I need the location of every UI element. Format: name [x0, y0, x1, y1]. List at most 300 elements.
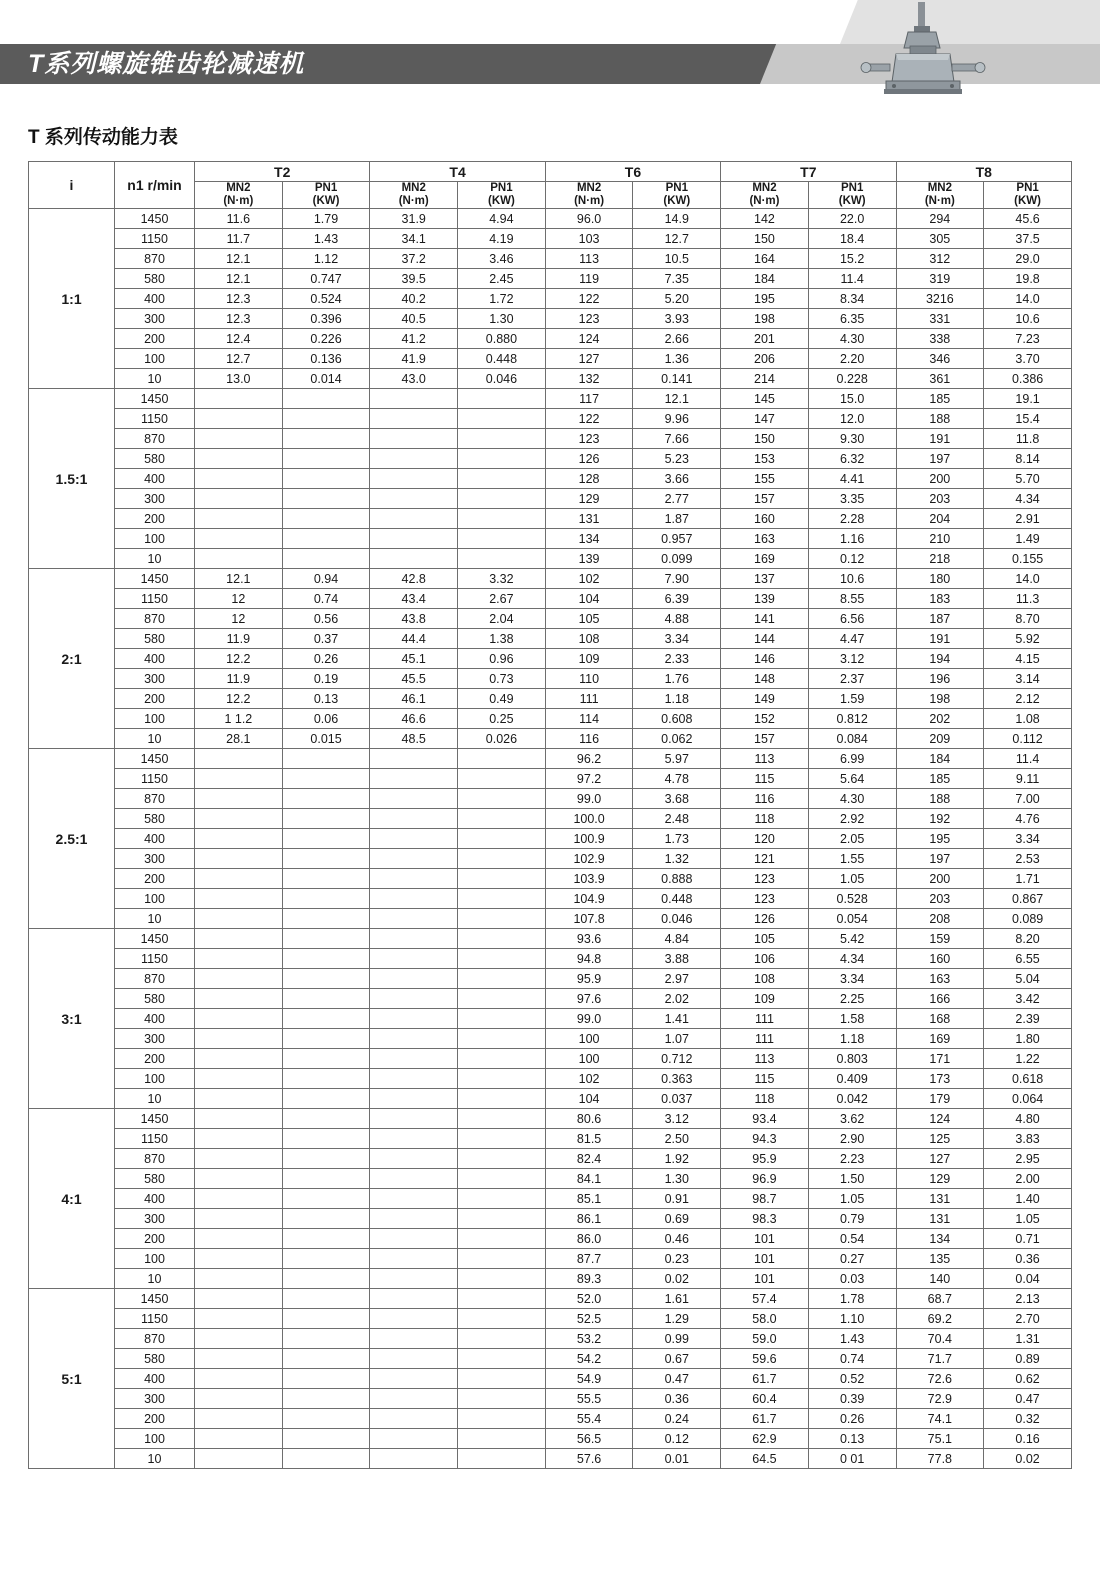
col-header-model-t4: T4 — [370, 162, 545, 182]
table-row — [29, 309, 1072, 329]
empty-cell — [282, 1449, 370, 1469]
pn1-value-cell: 0.24 — [633, 1409, 721, 1429]
pn1-value-cell: 0.363 — [633, 1069, 721, 1089]
empty-cell — [195, 929, 283, 949]
pn1-value-cell: 3.62 — [808, 1109, 896, 1129]
pn1-value-cell: 0.014 — [282, 369, 370, 389]
pn1-value-cell: 2.28 — [808, 509, 896, 529]
pn1-value-cell: 0.49 — [458, 689, 546, 709]
empty-cell — [195, 1409, 283, 1429]
table-row — [29, 649, 1072, 669]
table-row — [29, 489, 1072, 509]
empty-cell — [458, 869, 546, 889]
empty-cell — [282, 1149, 370, 1169]
pn1-value-cell: 6.35 — [808, 309, 896, 329]
pn1-value-cell: 4.34 — [984, 489, 1072, 509]
mn2-value-cell: 202 — [896, 709, 984, 729]
mn2-value-cell: 119 — [545, 269, 633, 289]
mn2-value-cell: 107.8 — [545, 909, 633, 929]
pn1-value-cell: 1.61 — [633, 1289, 721, 1309]
pn1-value-cell: 0.12 — [808, 549, 896, 569]
pn1-value-cell: 1.79 — [282, 209, 370, 229]
pn1-value-cell: 0.888 — [633, 869, 721, 889]
empty-cell — [458, 1309, 546, 1329]
empty-cell — [370, 1249, 458, 1269]
col-header-t4-pn1 — [458, 182, 546, 209]
mn2-value-cell: 123 — [721, 889, 809, 909]
pn1-value-cell: 5.20 — [633, 289, 721, 309]
mn2-value-cell: 101 — [721, 1229, 809, 1249]
pn1-value-cell: 10.5 — [633, 249, 721, 269]
speed-cell: 200 — [115, 1229, 195, 1249]
mn2-value-cell: 206 — [721, 349, 809, 369]
table-row — [29, 1449, 1072, 1469]
speed-cell: 1450 — [115, 749, 195, 769]
mn2-value-cell: 68.7 — [896, 1289, 984, 1309]
empty-cell — [195, 809, 283, 829]
table-row — [29, 969, 1072, 989]
mn2-value-cell: 124 — [896, 1109, 984, 1129]
pn1-value-cell: 1.30 — [458, 309, 546, 329]
pn1-value-cell: 0.32 — [984, 1409, 1072, 1429]
speed-cell: 300 — [115, 309, 195, 329]
empty-cell — [370, 989, 458, 1009]
pn1-value-cell: 15.4 — [984, 409, 1072, 429]
pn1-value-cell: 2.91 — [984, 509, 1072, 529]
empty-cell — [370, 389, 458, 409]
ratio-cell: 5:1 — [29, 1289, 115, 1469]
empty-cell — [282, 1209, 370, 1229]
empty-cell — [282, 789, 370, 809]
pn1-value-cell: 0.99 — [633, 1329, 721, 1349]
mn2-value-cell: 87.7 — [545, 1249, 633, 1269]
mn2-value-cell: 187 — [896, 609, 984, 629]
speed-cell: 1150 — [115, 409, 195, 429]
pn1-value-cell: 11.4 — [984, 749, 1072, 769]
empty-cell — [458, 809, 546, 829]
pn1-value-cell: 1.32 — [633, 849, 721, 869]
section-title: T 系列传动能力表 — [28, 127, 178, 148]
mn2-value-cell: 203 — [896, 889, 984, 909]
table-row — [29, 449, 1072, 469]
table-row — [29, 769, 1072, 789]
table-row — [29, 1249, 1072, 1269]
pn1-value-cell: 0.042 — [808, 1089, 896, 1109]
mn2-value-cell: 82.4 — [545, 1149, 633, 1169]
empty-cell — [282, 749, 370, 769]
mn2-value-cell: 52.5 — [545, 1309, 633, 1329]
empty-cell — [282, 409, 370, 429]
mn2-value-cell: 75.1 — [896, 1429, 984, 1449]
pn1-value-cell: 0.56 — [282, 609, 370, 629]
table-row — [29, 1129, 1072, 1149]
speed-cell: 200 — [115, 869, 195, 889]
pn1-value-cell: 3.32 — [458, 569, 546, 589]
table-row — [29, 669, 1072, 689]
pn1-value-cell: 0.04 — [984, 1269, 1072, 1289]
empty-cell — [282, 1389, 370, 1409]
mn2-value-cell: 13.0 — [195, 369, 283, 389]
empty-cell — [282, 1269, 370, 1289]
empty-cell — [282, 1429, 370, 1449]
pn1-value-cell: 9.11 — [984, 769, 1072, 789]
speed-cell: 870 — [115, 609, 195, 629]
pn1-value-cell: 0.02 — [633, 1269, 721, 1289]
speed-cell: 10 — [115, 1089, 195, 1109]
empty-cell — [370, 1069, 458, 1089]
mn2-value-cell: 200 — [896, 869, 984, 889]
pn1-value-cell: 0.37 — [282, 629, 370, 649]
mn2-value-cell: 131 — [896, 1189, 984, 1209]
col-header-t4-mn2 — [370, 182, 458, 209]
pn1-value-cell: 2.66 — [633, 329, 721, 349]
pn1-value-cell: 0.054 — [808, 909, 896, 929]
unit-label: MN2 — [927, 182, 952, 194]
mn2-value-cell: 11.7 — [195, 229, 283, 249]
speed-cell: 1150 — [115, 949, 195, 969]
pn1-value-cell: 0.155 — [984, 549, 1072, 569]
mn2-value-cell: 62.9 — [721, 1429, 809, 1449]
mn2-value-cell: 116 — [721, 789, 809, 809]
empty-cell — [282, 1229, 370, 1249]
mn2-value-cell: 81.5 — [545, 1129, 633, 1149]
empty-cell — [195, 769, 283, 789]
speed-cell: 580 — [115, 629, 195, 649]
pn1-value-cell: 0.867 — [984, 889, 1072, 909]
pn1-value-cell: 11.4 — [808, 269, 896, 289]
pn1-value-cell: 6.56 — [808, 609, 896, 629]
speed-cell: 400 — [115, 1369, 195, 1389]
empty-cell — [370, 549, 458, 569]
pn1-value-cell: 10.6 — [984, 309, 1072, 329]
mn2-value-cell: 46.1 — [370, 689, 458, 709]
mn2-value-cell: 188 — [896, 789, 984, 809]
empty-cell — [195, 949, 283, 969]
speed-cell: 1450 — [115, 929, 195, 949]
mn2-value-cell: 153 — [721, 449, 809, 469]
col-header-t8-pn1 — [984, 182, 1072, 209]
pn1-value-cell: 3.12 — [633, 1109, 721, 1129]
mn2-value-cell: 12 — [195, 609, 283, 629]
table-row — [29, 829, 1072, 849]
empty-cell — [458, 1109, 546, 1129]
mn2-value-cell: 209 — [896, 729, 984, 749]
mn2-value-cell: 145 — [721, 389, 809, 409]
mn2-value-cell: 134 — [545, 529, 633, 549]
speed-cell: 1150 — [115, 769, 195, 789]
table-row — [29, 249, 1072, 269]
unit-label: (N·m) — [223, 195, 254, 207]
empty-cell — [458, 469, 546, 489]
pn1-value-cell: 0.528 — [808, 889, 896, 909]
mn2-value-cell: 70.4 — [896, 1329, 984, 1349]
mn2-value-cell: 100.0 — [545, 809, 633, 829]
pn1-value-cell: 11.3 — [984, 589, 1072, 609]
speed-cell: 580 — [115, 809, 195, 829]
ratio-cell: 2:1 — [29, 569, 115, 749]
empty-cell — [370, 789, 458, 809]
empty-cell — [195, 1389, 283, 1409]
empty-cell — [458, 549, 546, 569]
mn2-value-cell: 157 — [721, 729, 809, 749]
empty-cell — [458, 1429, 546, 1449]
pn1-value-cell: 2.45 — [458, 269, 546, 289]
speed-cell: 300 — [115, 669, 195, 689]
speed-cell: 100 — [115, 1429, 195, 1449]
empty-cell — [370, 829, 458, 849]
empty-cell — [458, 1249, 546, 1269]
pn1-value-cell: 14.9 — [633, 209, 721, 229]
pn1-value-cell: 0.02 — [984, 1449, 1072, 1469]
mn2-value-cell: 118 — [721, 1089, 809, 1109]
mn2-value-cell: 200 — [896, 469, 984, 489]
pn1-value-cell: 6.55 — [984, 949, 1072, 969]
speed-cell: 400 — [115, 1009, 195, 1029]
speed-cell: 200 — [115, 509, 195, 529]
pn1-value-cell: 5.92 — [984, 629, 1072, 649]
pn1-value-cell: 0.618 — [984, 1069, 1072, 1089]
empty-cell — [458, 1269, 546, 1289]
speed-cell: 10 — [115, 1449, 195, 1469]
table-row — [29, 209, 1072, 229]
speed-cell: 1450 — [115, 569, 195, 589]
speed-cell: 1450 — [115, 389, 195, 409]
pn1-value-cell: 0.69 — [633, 1209, 721, 1229]
unit-label: PN1 — [314, 182, 338, 194]
pn1-value-cell: 1.08 — [984, 709, 1072, 729]
pn1-value-cell: 0.73 — [458, 669, 546, 689]
speed-cell: 1150 — [115, 1309, 195, 1329]
col-header-model-t7: T7 — [721, 162, 896, 182]
pn1-value-cell: 1.31 — [984, 1329, 1072, 1349]
empty-cell — [282, 829, 370, 849]
table-row — [29, 609, 1072, 629]
mn2-value-cell: 131 — [545, 509, 633, 529]
mn2-value-cell: 124 — [545, 329, 633, 349]
speed-cell: 870 — [115, 429, 195, 449]
mn2-value-cell: 155 — [721, 469, 809, 489]
speed-cell: 400 — [115, 649, 195, 669]
page-header — [0, 0, 1100, 104]
mn2-value-cell: 97.2 — [545, 769, 633, 789]
col-header-i: i — [29, 162, 115, 209]
table-row — [29, 409, 1072, 429]
mn2-value-cell: 54.2 — [545, 1349, 633, 1369]
page-title: T系列螺旋锥齿轮减速机 — [28, 50, 305, 78]
mn2-value-cell: 61.7 — [721, 1369, 809, 1389]
unit-label: MN2 — [576, 182, 602, 194]
col-header-t7-mn2 — [721, 182, 809, 209]
mn2-value-cell: 152 — [721, 709, 809, 729]
pn1-value-cell: 0.747 — [282, 269, 370, 289]
empty-cell — [458, 1229, 546, 1249]
pn1-value-cell: 12.0 — [808, 409, 896, 429]
pn1-value-cell: 0.94 — [282, 569, 370, 589]
mn2-value-cell: 120 — [721, 829, 809, 849]
mn2-value-cell: 101 — [721, 1249, 809, 1269]
pn1-value-cell: 8.70 — [984, 609, 1072, 629]
pn1-value-cell: 4.94 — [458, 209, 546, 229]
table-row — [29, 1289, 1072, 1309]
col-header-t6-pn1 — [633, 182, 721, 209]
pn1-value-cell: 2.53 — [984, 849, 1072, 869]
speed-cell: 1150 — [115, 1129, 195, 1149]
mn2-value-cell: 3216 — [896, 289, 984, 309]
mn2-value-cell: 12 — [195, 589, 283, 609]
pn1-value-cell: 0.47 — [984, 1389, 1072, 1409]
table-row — [29, 1069, 1072, 1089]
mn2-value-cell: 118 — [721, 809, 809, 829]
table-head — [29, 162, 1072, 209]
mn2-value-cell: 168 — [896, 1009, 984, 1029]
unit-label: PN1 — [1016, 182, 1039, 194]
speed-cell: 100 — [115, 1069, 195, 1089]
pn1-value-cell: 0.36 — [984, 1249, 1072, 1269]
empty-cell — [282, 869, 370, 889]
pn1-value-cell: 0.136 — [282, 349, 370, 369]
table-row — [29, 1269, 1072, 1289]
empty-cell — [195, 1149, 283, 1169]
empty-cell — [282, 1129, 370, 1149]
pn1-value-cell: 2.39 — [984, 1009, 1072, 1029]
mn2-value-cell: 305 — [896, 229, 984, 249]
mn2-value-cell: 184 — [721, 269, 809, 289]
mn2-value-cell: 40.2 — [370, 289, 458, 309]
pn1-value-cell: 45.6 — [984, 209, 1072, 229]
pn1-value-cell: 1.16 — [808, 529, 896, 549]
mn2-value-cell: 12.3 — [195, 289, 283, 309]
pn1-value-cell: 4.80 — [984, 1109, 1072, 1129]
speed-cell: 100 — [115, 529, 195, 549]
mn2-value-cell: 191 — [896, 429, 984, 449]
pn1-value-cell: 4.88 — [633, 609, 721, 629]
empty-cell — [458, 909, 546, 929]
pn1-value-cell: 0.026 — [458, 729, 546, 749]
pn1-value-cell: 3.68 — [633, 789, 721, 809]
pn1-value-cell: 0.099 — [633, 549, 721, 569]
empty-cell — [195, 1029, 283, 1049]
mn2-value-cell: 183 — [896, 589, 984, 609]
empty-cell — [195, 1169, 283, 1189]
mn2-value-cell: 71.7 — [896, 1349, 984, 1369]
pn1-value-cell: 4.30 — [808, 789, 896, 809]
empty-cell — [370, 449, 458, 469]
mn2-value-cell: 69.2 — [896, 1309, 984, 1329]
empty-cell — [458, 1129, 546, 1149]
empty-cell — [282, 469, 370, 489]
mn2-value-cell: 94.8 — [545, 949, 633, 969]
empty-cell — [195, 449, 283, 469]
pn1-value-cell: 0.06 — [282, 709, 370, 729]
pn1-value-cell: 3.34 — [633, 629, 721, 649]
empty-cell — [458, 769, 546, 789]
mn2-value-cell: 61.7 — [721, 1409, 809, 1429]
pn1-value-cell: 0.141 — [633, 369, 721, 389]
mn2-value-cell: 95.9 — [721, 1149, 809, 1169]
mn2-value-cell: 37.2 — [370, 249, 458, 269]
pn1-value-cell: 5.70 — [984, 469, 1072, 489]
pn1-value-cell: 12.1 — [633, 389, 721, 409]
speed-cell: 580 — [115, 449, 195, 469]
speed-cell: 100 — [115, 889, 195, 909]
table-row — [29, 429, 1072, 449]
pn1-value-cell: 0.046 — [633, 909, 721, 929]
table-row — [29, 229, 1072, 249]
table-row — [29, 1429, 1072, 1449]
empty-cell — [458, 829, 546, 849]
speed-cell: 100 — [115, 709, 195, 729]
empty-cell — [195, 1009, 283, 1029]
empty-cell — [282, 909, 370, 929]
empty-cell — [370, 529, 458, 549]
pn1-value-cell: 1.12 — [282, 249, 370, 269]
empty-cell — [458, 1449, 546, 1469]
mn2-value-cell: 93.6 — [545, 929, 633, 949]
pn1-value-cell: 0.79 — [808, 1209, 896, 1229]
mn2-value-cell: 59.6 — [721, 1349, 809, 1369]
pn1-value-cell: 4.41 — [808, 469, 896, 489]
empty-cell — [370, 1389, 458, 1409]
pn1-value-cell: 10.6 — [808, 569, 896, 589]
mn2-value-cell: 149 — [721, 689, 809, 709]
empty-cell — [282, 849, 370, 869]
mn2-value-cell: 197 — [896, 449, 984, 469]
pn1-value-cell: 14.0 — [984, 289, 1072, 309]
pn1-value-cell: 1.78 — [808, 1289, 896, 1309]
mn2-value-cell: 147 — [721, 409, 809, 429]
empty-cell — [282, 1189, 370, 1209]
empty-cell — [282, 1089, 370, 1109]
pn1-value-cell: 4.15 — [984, 649, 1072, 669]
table-row — [29, 989, 1072, 1009]
mn2-value-cell: 210 — [896, 529, 984, 549]
pn1-value-cell: 6.99 — [808, 749, 896, 769]
table-row — [29, 269, 1072, 289]
pn1-value-cell: 1.36 — [633, 349, 721, 369]
mn2-value-cell: 131 — [896, 1209, 984, 1229]
mn2-value-cell: 166 — [896, 989, 984, 1009]
empty-cell — [195, 1269, 283, 1289]
table-row — [29, 1369, 1072, 1389]
empty-cell — [195, 1349, 283, 1369]
empty-cell — [195, 1249, 283, 1269]
table-row — [29, 1209, 1072, 1229]
table-row — [29, 1049, 1072, 1069]
empty-cell — [195, 529, 283, 549]
pn1-value-cell: 3.93 — [633, 309, 721, 329]
pn1-value-cell: 8.55 — [808, 589, 896, 609]
table-row — [29, 1409, 1072, 1429]
speed-cell: 10 — [115, 369, 195, 389]
empty-cell — [370, 1149, 458, 1169]
pn1-value-cell: 2.67 — [458, 589, 546, 609]
mn2-value-cell: 127 — [896, 1149, 984, 1169]
pn1-value-cell: 0.54 — [808, 1229, 896, 1249]
unit-label: MN2 — [752, 182, 777, 194]
mn2-value-cell: 123 — [545, 309, 633, 329]
pn1-value-cell: 12.7 — [633, 229, 721, 249]
empty-cell — [195, 869, 283, 889]
mn2-value-cell: 108 — [721, 969, 809, 989]
pn1-value-cell: 3.42 — [984, 989, 1072, 1009]
table-row — [29, 1089, 1072, 1109]
pn1-value-cell: 1.71 — [984, 869, 1072, 889]
mn2-value-cell: 94.3 — [721, 1129, 809, 1149]
pn1-value-cell: 9.96 — [633, 409, 721, 429]
mn2-value-cell: 218 — [896, 549, 984, 569]
mn2-value-cell: 45.1 — [370, 649, 458, 669]
mn2-value-cell: 191 — [896, 629, 984, 649]
